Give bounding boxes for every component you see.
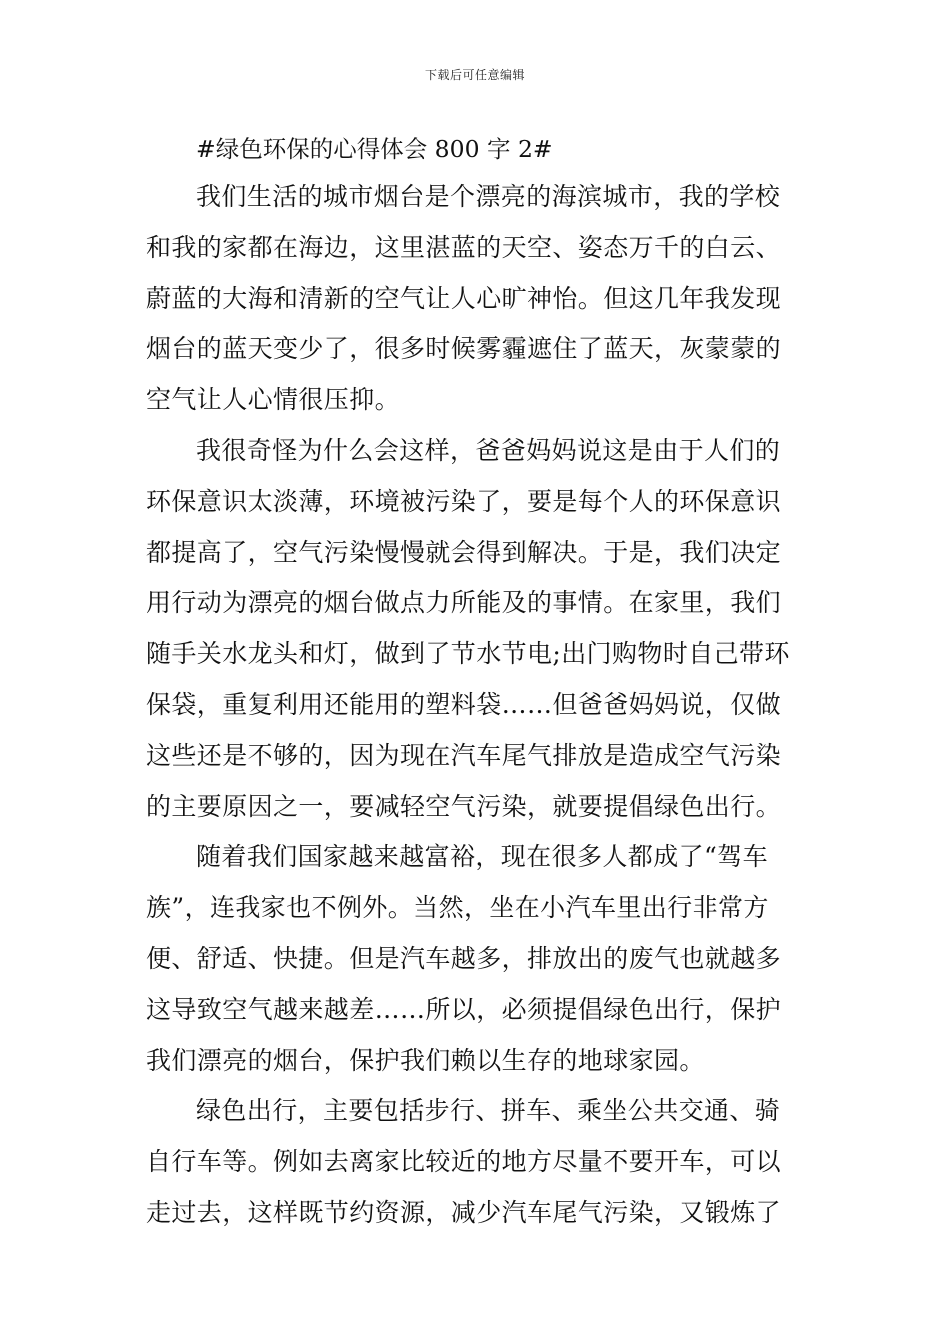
paragraph-4 <box>146 1086 810 1238</box>
header-note: 下载后可任意编辑 <box>424 68 525 82</box>
paragraph-line: 和我的家都在海边，这里湛蓝的天空、姿态万千的白云、 <box>146 232 782 262</box>
paragraph-line: 便、舒适、快捷。但是汽车越多，排放出的废气也就越多 <box>146 943 782 973</box>
paragraph-line: 用行动为漂亮的烟台做点力所能及的事情。在家里，我们 <box>146 588 782 618</box>
paragraph-line: 走过去，这样既节约资源，减少汽车尾气污染，又锻炼了 <box>146 1197 782 1227</box>
paragraph-line: 烟台的蓝天变少了，很多时候雾霾遮住了蓝天，灰蒙蒙的 <box>146 334 782 364</box>
paragraph-line: 这些还是不够的，因为现在汽车尾气排放是造成空气污染 <box>146 740 782 770</box>
paragraph-1 <box>146 172 810 426</box>
paragraph-line: 这导致空气越来越差……所以，必须提倡绿色出行，保护 <box>146 994 782 1024</box>
paragraph-line: 自行车等。例如去离家比较近的地方尽量不要开车，可以 <box>146 1147 782 1177</box>
paragraph-line: 我很奇怪为什么会这样，爸爸妈妈说这是由于人们的 <box>196 435 781 465</box>
paragraph-line: 空气让人心情很压抑。 <box>146 385 401 415</box>
paragraph-3 <box>146 832 810 1086</box>
paragraph-line: 我们生活的城市烟台是个漂亮的海滨城市，我的学校 <box>196 182 781 211</box>
paragraph-line: 我们漂亮的烟台，保护我们赖以生存的地球家园。 <box>146 1045 705 1075</box>
document-body <box>146 126 810 1239</box>
paragraph-2 <box>146 426 810 832</box>
paragraph-line: 的主要原因之一，要减轻空气污染，就要提倡绿色出行。 <box>146 791 782 821</box>
paragraph-line: 蔚蓝的大海和清新的空气让人心旷神怡。但这几年我发现 <box>146 283 782 313</box>
paragraph-line: 随着我们国家越来越富裕，现在很多人都成了“驾车 <box>196 842 768 872</box>
paragraph-line: 保袋，重复利用还能用的塑料袋……但爸爸妈妈说，仅做 <box>146 689 782 719</box>
paragraph-line: 环保意识太淡薄，环境被污染了，要是每个人的环保意识 <box>146 486 782 516</box>
paragraph-line: 都提高了，空气污染慢慢就会得到解决。于是，我们决定 <box>146 537 782 567</box>
paragraph-line: 族”，连我家也不例外。当然，坐在小汽车里出行非常方 <box>146 893 769 923</box>
document-title: #绿色环保的心得体会 800 字 2# <box>196 135 553 163</box>
paragraph-line: 随手关水龙头和灯，做到了节水节电;出门购物时自己带环 <box>146 639 790 669</box>
paragraph-line: 绿色出行，主要包括步行、拼车、乘坐公共交通、骑 <box>196 1096 781 1126</box>
